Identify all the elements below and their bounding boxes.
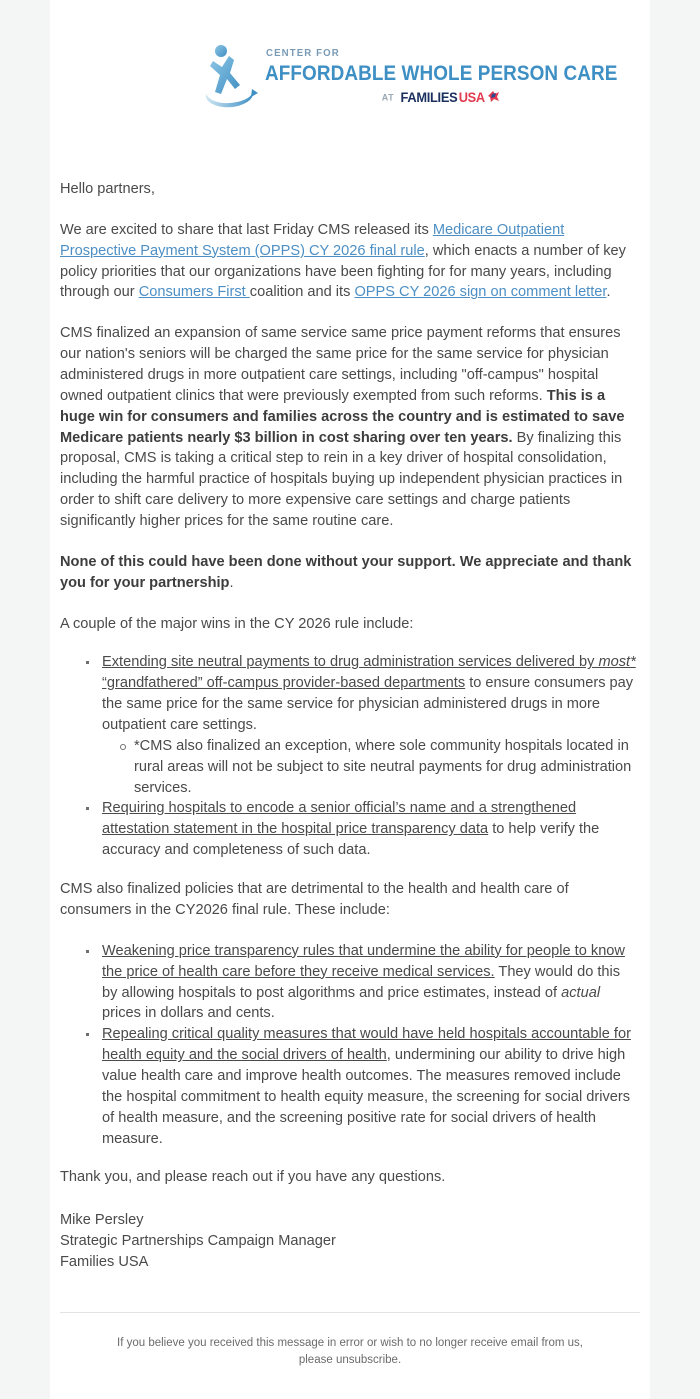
detriment-1-italic: actual [561, 984, 601, 1001]
intro-text-part4: . [606, 284, 611, 301]
intro-text-part2: , which enacts a number of key policy priorities that our organizations have been fighting for for many years, including through our [60, 242, 626, 301]
signature-block [60, 1210, 636, 1272]
detriment-intro-text: CMS also finalized policies that are detrimental to the health and health care of consumers in the CY2026 final rule. These include: [60, 881, 569, 918]
win-2-underline-a: Requiring hospitals to encode a senior official’s name and a strengthened attestation statement in the hospital price transparency data [102, 800, 577, 838]
list-item [134, 736, 636, 799]
flag-icon [487, 90, 500, 103]
logo-families-text: FAMILIES [400, 89, 457, 105]
wins-intro-text: A couple of the major wins in the CY 2026 rule include: [60, 615, 414, 632]
logo-text-block [262, 42, 618, 106]
win-1-plain: to ensure consumers pay the same price for the same service for physician administered drugs in more outpatient care settings. [102, 675, 634, 734]
opps-final-rule-link[interactable]: Medicare Outpatient Prospective Payment System (OPPS) CY 2026 final rule [60, 221, 565, 259]
list-item [100, 1024, 636, 1149]
major-wins-list [60, 652, 636, 861]
footer-spacer [60, 1272, 636, 1312]
detrimental-policies-list [60, 941, 636, 1150]
detriment-intro-paragraph [60, 879, 636, 921]
win-1-italic: most* [598, 654, 636, 671]
closing-paragraph [60, 1167, 636, 1188]
email-header [50, 0, 650, 119]
detriment-2-plain: , undermining our ability to drive high value health care and improve health outcomes. The measures removed include the hospital commitment to health equity measure, the screening for social drivers of health measure, and the screening positive rate for social drivers of health measure. [102, 1047, 631, 1147]
intro-text-part3: coalition and its [249, 284, 355, 301]
organization-logo[interactable] [200, 42, 618, 114]
thanks-paragraph [60, 552, 636, 594]
intro-text-part1: We are excited to share that last Friday CMS released its [60, 221, 433, 238]
reforms-text-part1: CMS finalized an expansion of same service same price payment reforms that ensures our nation's seniors will be charged the same price for the same service for physician administered drugs in more outpatient care settings, including "off-campus" hospital owned outpatient clinics that were previously exempted from such reforms. [60, 325, 621, 404]
thanks-period: . [229, 574, 234, 591]
detriment-1-plain-b: prices in dollars and cents. [102, 1005, 275, 1022]
list-item [100, 941, 636, 1024]
intro-paragraph [60, 220, 636, 303]
win-2-plain: to help verify the accuracy and completeness of such data. [102, 821, 600, 859]
major-wins-sublist [102, 736, 636, 799]
reforms-highlight-bold: This is a huge win for consumers and families across the country and is estimated to save Medicare patients nearly $3 billion in cost sharing over ten years. [60, 387, 625, 446]
win-1-sub-text: *CMS also finalized an exception, where sole community hospitals located in rural areas will not be subject to site neutral payments for drug administration services. [134, 737, 632, 796]
greeting-text: Hello partners, [60, 181, 155, 197]
email-card [50, 0, 650, 1399]
logo-usa-text: USA [459, 89, 486, 105]
signature-title: Strategic Partnerships Campaign Manager [60, 1232, 336, 1249]
logo-main-title: AFFORDABLE WHOLE PERSON CARE [265, 60, 618, 85]
closing-text: Thank you, and please reach out if you have any questions. [60, 1169, 446, 1186]
logo-at-label: AT [381, 91, 395, 102]
footer-text-after: . [397, 1354, 402, 1367]
detriment-1-underline: Weakening price transparency rules that undermine the ability for people to know the price of health care before they receive medical services. [102, 942, 625, 980]
detriment-1-plain-a: They would do this by allowing hospitals to post algorithms and price estimates, instead of [102, 963, 621, 1001]
sign-on-comment-letter-link[interactable]: OPPS CY 2026 sign on comment letter [354, 284, 607, 301]
list-item [100, 798, 636, 861]
detriment-2-underline: Repealing critical quality measures that would have held hospitals accountable for health equity and the social drivers of health [102, 1026, 631, 1064]
wins-intro-paragraph [60, 614, 636, 635]
reforms-text-part2: By finalizing this proposal, CMS is taking a critical step to rein in a key driver of hospital consolidation, including the harmful practice of hospitals buying up independent physician practices in order to shift care delivery to more expensive care settings and charge patients significantly higher prices for the same routine care. [60, 429, 623, 530]
logo-center-for-text: CENTER FOR [266, 47, 340, 59]
logo-affiliation [262, 90, 500, 106]
thanks-bold-text: None of this could have been done without your support. We appreciate and thank you for your partnership [60, 553, 632, 591]
unsubscribe-link[interactable]: unsubscribe [335, 1354, 398, 1367]
consumers-first-link[interactable]: Consumers First [138, 284, 250, 301]
person-figure-icon [200, 42, 262, 112]
email-body [50, 119, 650, 1312]
signature-org: Families USA [60, 1253, 149, 1270]
greeting-paragraph [60, 179, 636, 200]
footer-text-before: If you believe you received this message in error or wish to no longer receive email from us, please [117, 1337, 583, 1367]
reforms-paragraph [60, 323, 636, 532]
win-1-underline-b: “grandfathered” off-campus provider-based departments [102, 675, 466, 692]
win-1-underline-a: Extending site neutral payments to drug administration services delivered by [102, 654, 599, 671]
signature-name: Mike Persley [60, 1212, 144, 1229]
email-footer [60, 1312, 640, 1398]
list-item [100, 652, 636, 798]
